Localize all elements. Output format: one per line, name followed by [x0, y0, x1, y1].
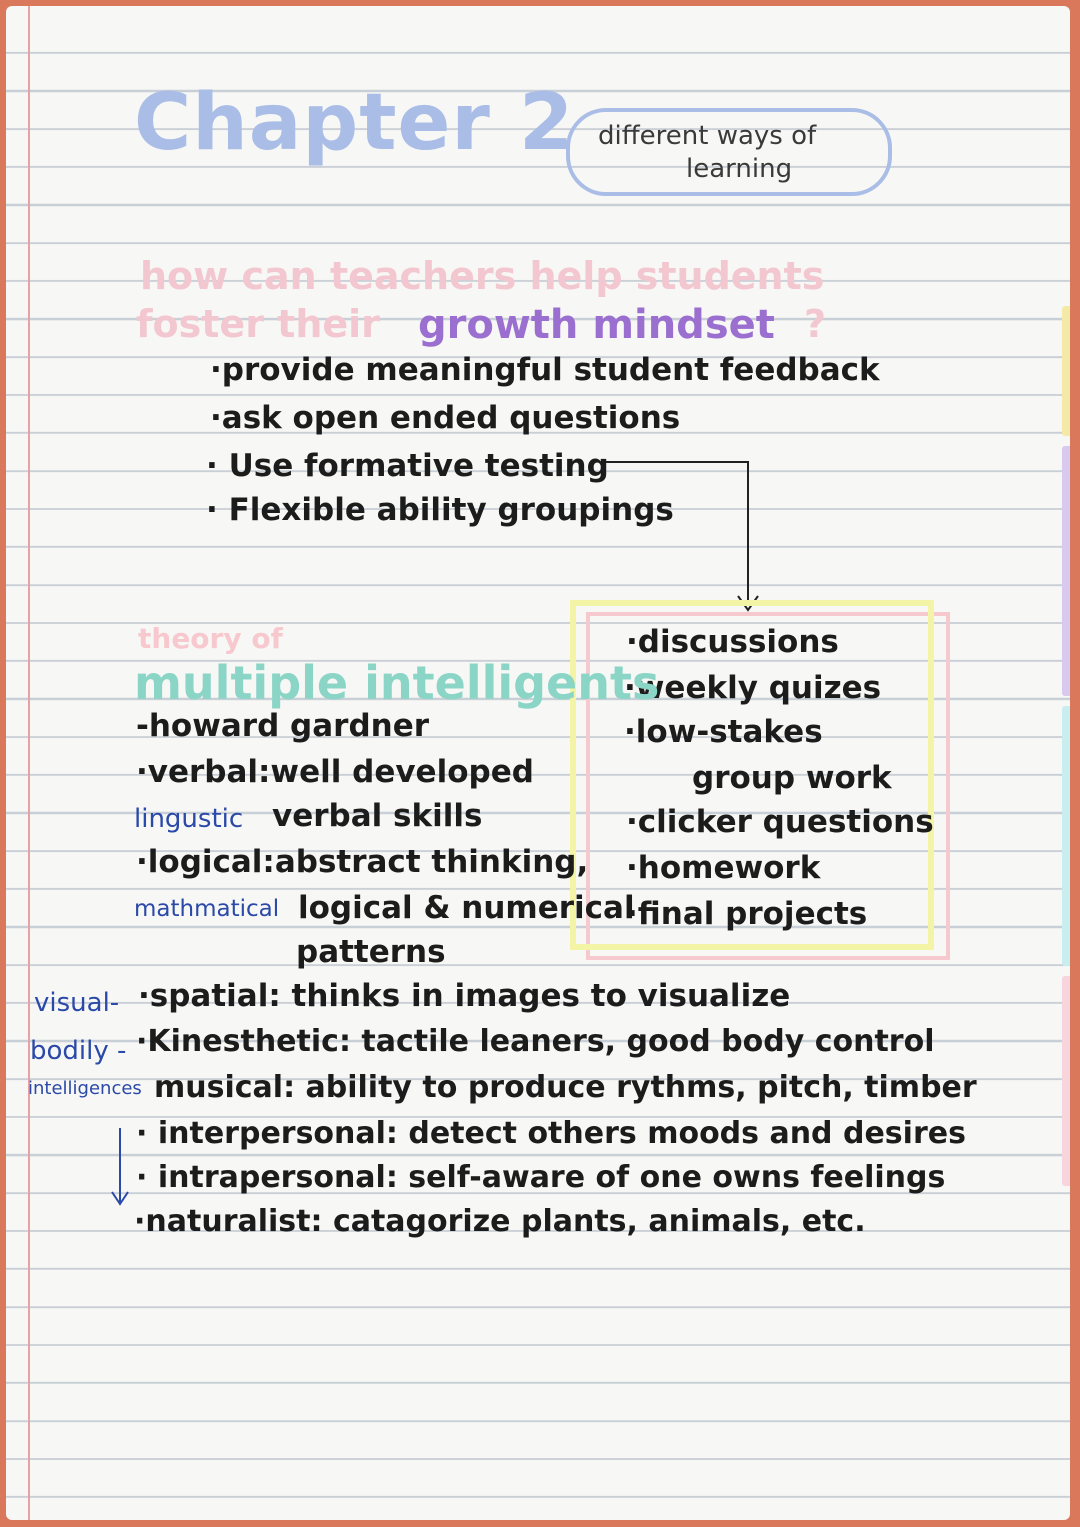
side-label: visual-: [34, 988, 120, 1018]
example-item: ·low-stakes: [624, 714, 823, 750]
mi-line: ·verbal:well developed: [136, 754, 534, 790]
side-label: lingustic: [134, 804, 244, 834]
side-label: intelligences: [28, 1078, 142, 1099]
mi-faint-heading: theory of: [138, 622, 283, 655]
mi-heading: multiple intelligents: [134, 656, 660, 710]
mi-line: · intrapersonal: self-aware of one owns feelings: [136, 1160, 946, 1195]
mi-line: verbal skills: [272, 798, 483, 834]
mi-line: ·Kinesthetic: tactile leaners, good body control: [136, 1024, 935, 1059]
mi-line: logical & numerical: [298, 890, 635, 926]
cloud-text-line2: learning: [686, 154, 793, 184]
mi-line: ·spatial: thinks in images to visualize: [138, 978, 791, 1014]
mi-line: · interpersonal: detect others moods and desires: [136, 1116, 966, 1151]
question-mark: ?: [804, 302, 827, 346]
mindset-item: · Flexible ability groupings: [206, 492, 674, 528]
mindset-item: ·provide meaningful student feedback: [210, 352, 880, 388]
cloud-text-line1: different ways of: [598, 121, 817, 151]
example-item: ·discussions: [626, 624, 839, 660]
mi-author: -howard gardner: [136, 708, 430, 744]
mi-line: ·naturalist: catagorize plants, animals, etc.: [134, 1204, 866, 1239]
side-label: mathmatical: [134, 896, 280, 922]
question-faint-line1: how can teachers help students: [140, 254, 825, 298]
example-item: ·clicker questions: [626, 804, 934, 840]
chapter-title: Chapter 2: [134, 78, 575, 168]
example-item: ·homework: [626, 850, 821, 886]
example-item: ·final projects: [626, 896, 868, 932]
side-label: bodily -: [30, 1036, 127, 1066]
example-item: ·weekly quizes: [624, 670, 882, 706]
mi-line: ·logical:abstract thinking,: [136, 844, 589, 880]
mindset-item: ·ask open ended questions: [210, 400, 681, 436]
mi-line: patterns: [296, 934, 446, 970]
growth-mindset-heading: growth mindset: [418, 302, 775, 348]
mindset-item: · Use formative testing: [206, 448, 609, 484]
notebook-page: [6, 6, 1070, 1520]
example-item: group work: [692, 760, 892, 796]
question-faint-line2: foster their: [136, 302, 380, 346]
mi-line: musical: ability to produce rythms, pitch, timber: [154, 1070, 977, 1105]
